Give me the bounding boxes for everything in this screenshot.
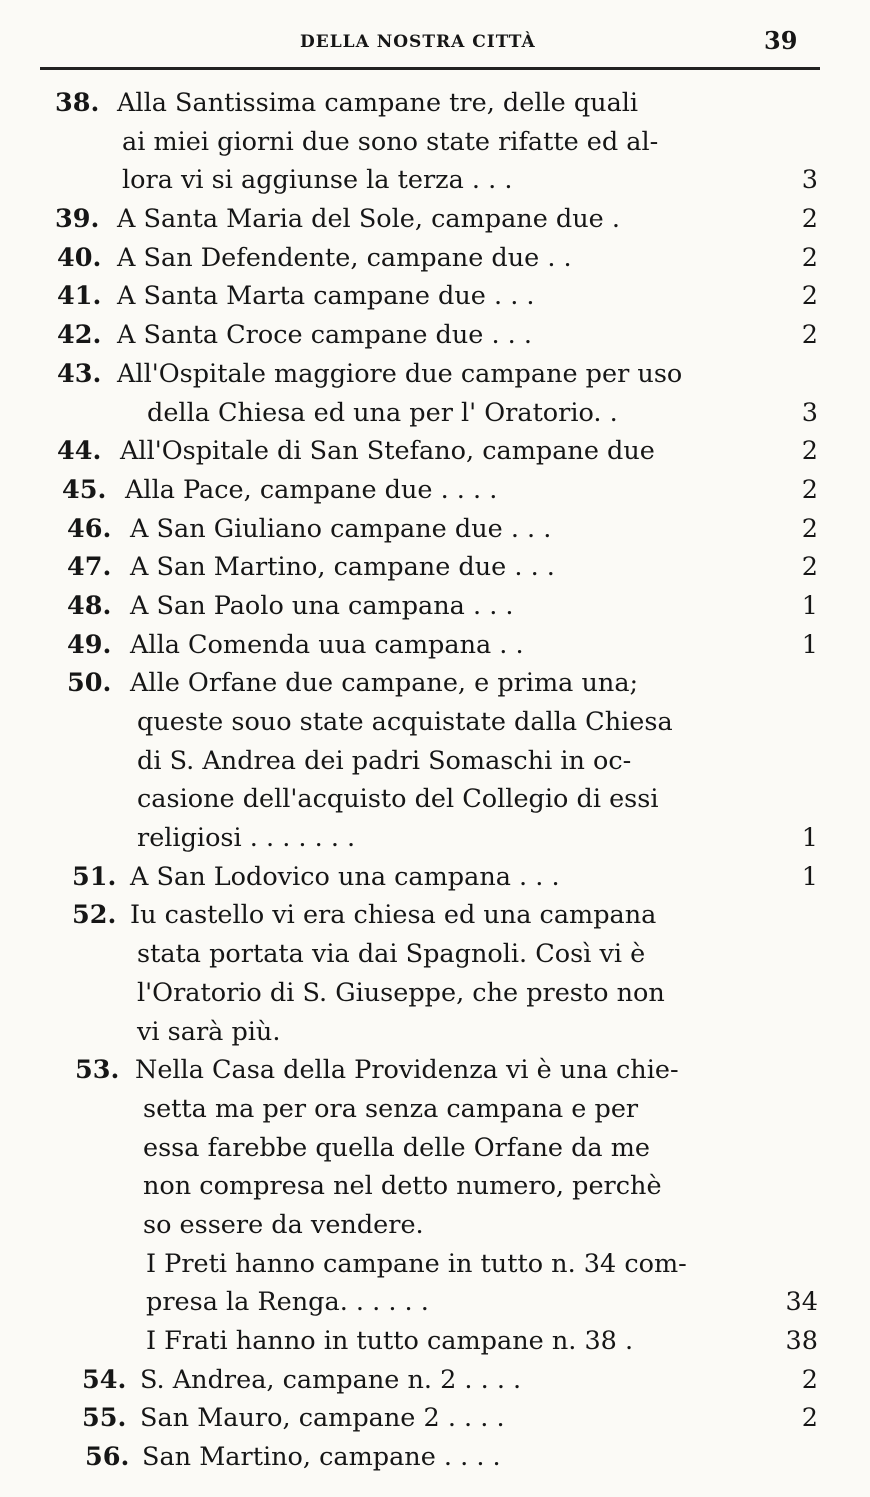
text-line [0, 1206, 870, 1245]
entry-number: 50. [67, 668, 112, 699]
entry-text: A Santa Croce campane due . . . [117, 320, 532, 351]
text-line [0, 239, 870, 278]
text-line [0, 1167, 870, 1206]
entry-number: 55. [82, 1403, 127, 1434]
entry-number: 48. [67, 590, 112, 621]
text-line [0, 742, 870, 781]
entry-text: A San Defendente, campane due . . [117, 242, 572, 273]
text-line [0, 858, 870, 897]
entry-text: A San Giuliano campane due . . . [130, 513, 552, 544]
entry-number: 40. [57, 242, 102, 273]
text-line [0, 780, 870, 819]
entry-number: 56. [85, 1442, 130, 1473]
text-line [0, 355, 870, 394]
bell-count: 2 [801, 204, 818, 235]
text-line [0, 432, 870, 471]
entry-number: 45. [62, 474, 107, 505]
bell-count: 1 [801, 823, 818, 854]
page-header [0, 20, 870, 60]
bell-count: 2 [801, 1364, 818, 1395]
entry-number: 51. [72, 861, 117, 892]
text-line [0, 587, 870, 626]
bell-count: 2 [801, 242, 818, 273]
entry-number: 43. [57, 358, 102, 389]
bell-count: 1 [801, 861, 818, 892]
entry-number: 52. [72, 900, 117, 931]
text-line [0, 1322, 870, 1361]
entry-text: Alle Orfane due campane, e prima una; [130, 668, 639, 699]
entry-text: essa farebbe quella delle Orfane da me [143, 1132, 650, 1163]
entry-number: 46. [67, 513, 112, 544]
entry-number: 44. [57, 436, 102, 467]
entry-text: lora vi si aggiunse la terza . . . [122, 165, 513, 196]
entry-text: della Chiesa ed una per l' Oratorio. . [147, 397, 618, 428]
entry-text: A Santa Maria del Sole, campane due . [117, 204, 620, 235]
bell-count: 2 [801, 436, 818, 467]
entry-text: San Mauro, campane 2 . . . . [140, 1403, 505, 1434]
bell-count: 38 [785, 1326, 818, 1356]
entry-text: di S. Andrea dei padri Somaschi in oc- [137, 745, 632, 776]
text-line [0, 1090, 870, 1129]
bell-count: 3 [801, 397, 818, 428]
bell-count: 3 [801, 165, 818, 196]
entry-number: 49. [67, 629, 112, 660]
entry-text: Nella Casa della Providenza vi è una chie- [135, 1055, 679, 1086]
text-line [0, 84, 870, 123]
entry-number: 47. [67, 552, 112, 583]
bell-count: 2 [801, 552, 818, 583]
text-line [0, 935, 870, 974]
text-line [0, 1283, 870, 1322]
bell-count: 2 [801, 513, 818, 544]
bell-count: 1 [801, 590, 818, 621]
entry-text: l'Oratorio di S. Giuseppe, che presto non [137, 977, 665, 1008]
entry-text: stata portata via dai Spagnoli. Così vi è [137, 939, 646, 970]
text-line [0, 626, 870, 665]
entry-text: San Martino, campane . . . . [142, 1442, 501, 1473]
text-line [0, 316, 870, 355]
text-line [0, 1051, 870, 1090]
text-line [0, 1129, 870, 1168]
entry-text: A Santa Marta campane due . . . [117, 281, 535, 312]
text-line [0, 1399, 870, 1438]
bell-count: 2 [801, 320, 818, 351]
bell-count: 2 [801, 281, 818, 312]
entry-text: All'Ospitale di San Stefano, campane due [120, 436, 655, 467]
text-line [0, 548, 870, 587]
text-line [0, 703, 870, 742]
text-line [0, 1013, 870, 1052]
bell-count: 34 [785, 1287, 818, 1318]
text-body [0, 84, 870, 1477]
text-line [0, 123, 870, 162]
entry-text: non compresa nel detto numero, perchè [143, 1171, 662, 1202]
entry-text: Alla Pace, campane due . . . . [125, 474, 498, 505]
text-line [0, 471, 870, 510]
text-line [0, 664, 870, 703]
entry-text: setta ma per ora senza campana e per [143, 1093, 639, 1124]
header-rule [40, 67, 820, 70]
entry-number: 42. [57, 320, 102, 351]
entry-text: queste souo state acquistate dalla Chiesa [137, 707, 673, 737]
entry-text: presa la Renga. . . . . . [146, 1287, 429, 1318]
text-line [0, 161, 870, 200]
text-line [0, 1245, 870, 1284]
entry-text: A San Paolo una campana . . . [130, 590, 514, 621]
entry-text: A San Martino, campane due . . . [130, 552, 555, 583]
text-line [0, 394, 870, 433]
bell-count: 1 [801, 629, 818, 660]
entry-text: All'Ospitale maggiore due campane per uso [117, 358, 683, 389]
text-line [0, 896, 870, 935]
entry-text: vi sarà più. [137, 1016, 281, 1047]
entry-number: 53. [75, 1055, 120, 1086]
entry-text: ai miei giorni due sono state rifatte ed al- [122, 126, 659, 157]
text-line [0, 974, 870, 1013]
page-number: 39 [764, 26, 798, 55]
text-line [0, 277, 870, 316]
entry-number: 38. [55, 88, 100, 118]
text-line [0, 1438, 870, 1477]
bell-count: 2 [801, 1403, 818, 1434]
entry-text: I Preti hanno campane in tutto n. 34 com- [146, 1248, 687, 1279]
entry-text: Alla Santissima campane tre, delle quali [117, 88, 639, 118]
entry-text: Alla Comenda uua campana . . [130, 629, 524, 660]
entry-text: religiosi . . . . . . . [137, 823, 356, 854]
text-line [0, 510, 870, 549]
running-title: DELLA NOSTRA CITTÀ [300, 32, 536, 52]
bell-count: 2 [801, 474, 818, 505]
entry-number: 41. [57, 281, 102, 312]
entry-text: S. Andrea, campane n. 2 . . . . [140, 1364, 522, 1395]
entry-number: 39. [55, 204, 100, 235]
text-line [0, 819, 870, 858]
text-line [0, 1361, 870, 1400]
entry-text: so essere da vendere. [143, 1209, 424, 1240]
entry-text: A San Lodovico una campana . . . [130, 861, 560, 892]
entry-text: I Frati hanno in tutto campane n. 38 . [146, 1326, 634, 1356]
entry-text: casione dell'acquisto del Collegio di essi [137, 784, 659, 815]
entry-text: Iu castello vi era chiesa ed una campana [130, 900, 657, 931]
entry-number: 54. [82, 1364, 127, 1395]
text-line [0, 200, 870, 239]
